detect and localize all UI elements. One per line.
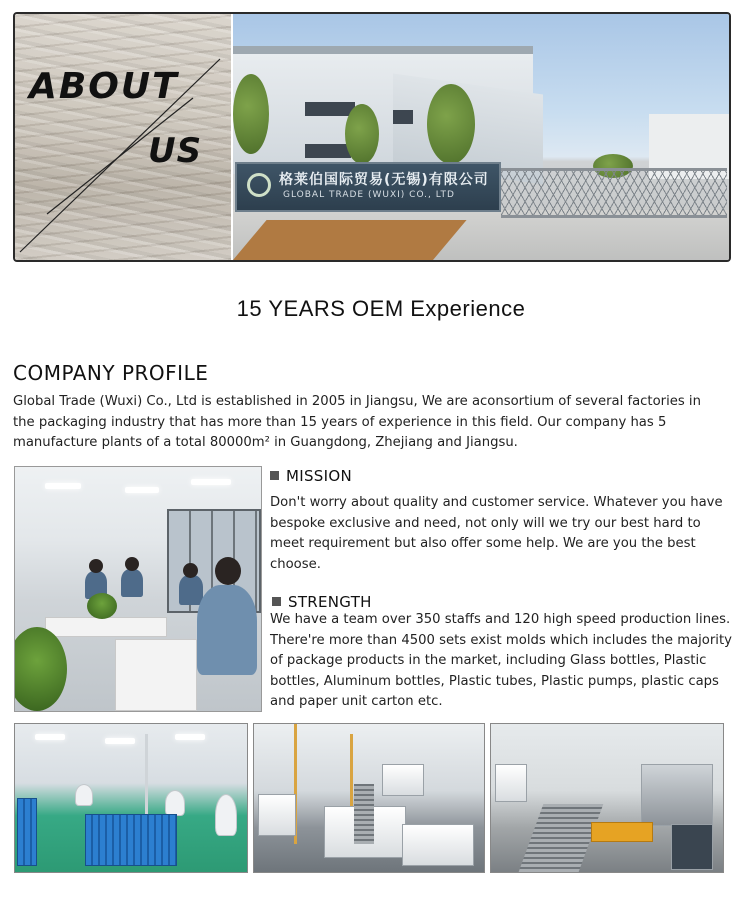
office-photo	[14, 466, 262, 712]
workshop-photo-3	[490, 723, 724, 873]
experience-headline: 15 YEARS OEM Experience	[236, 296, 526, 321]
sign-english-name: GLOBAL TRADE (WUXI) CO., LTD	[283, 190, 455, 200]
square-bullet-icon	[270, 471, 279, 480]
mission-heading: MISSION	[270, 467, 352, 485]
company-profile-text: Global Trade (Wuxi) Co., Ltd is established in 2005 in Jiangsu, We are aconsortium of several factories in the packaging industry that has more than 15 years of experience in this field. Our company has 5 manufacture plants of a total 80000m² in Guangdong, Zhejiang and Jiangsu.	[13, 394, 701, 450]
company-logo-icon	[247, 173, 271, 197]
wood-texture-panel	[15, 14, 233, 260]
workshop-photo-2	[253, 723, 485, 873]
factory-gate	[501, 168, 727, 218]
us-heading: US	[148, 131, 203, 171]
sign-chinese-name: 格莱伯国际贸易(无锡)有限公司	[279, 172, 489, 188]
about-us-banner	[13, 12, 731, 262]
company-profile-title: COMPANY PROFILE	[13, 361, 209, 385]
strength-text: We have a team over 350 staffs and 120 high speed production lines. There're more than 4500 sets exist molds which includes the majority of package products in the market, including Glass bottles, Plastic bottles, Aluminum bottles, Plastic tubes, Plastic pumps, plastic caps and paper unit carton etc.	[270, 612, 732, 709]
strength-heading: STRENGTH	[272, 593, 372, 611]
mission-text: Don't worry about quality and customer service. Whatever you have bespoke exclusive and need, not only will we try our best hard to meet requirement but also offer some help. We are you the best choose.	[270, 495, 723, 572]
about-heading: ABOUT	[29, 66, 179, 107]
square-bullet-icon	[272, 597, 281, 606]
company-sign	[235, 162, 501, 212]
workshop-photo-1	[14, 723, 248, 873]
factory-photo	[233, 14, 729, 260]
